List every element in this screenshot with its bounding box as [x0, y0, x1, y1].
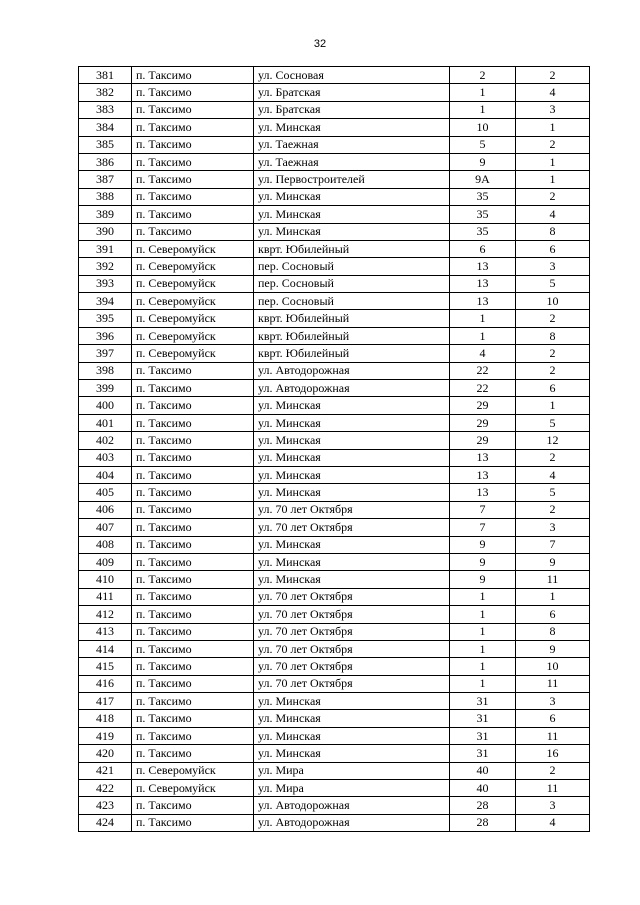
settlement-cell: п. Таксимо	[132, 449, 254, 466]
settlement-cell: п. Северомуйск	[132, 275, 254, 292]
house-number-cell: 13	[450, 484, 516, 501]
house-number-cell: 28	[450, 814, 516, 831]
street-cell: ул. Мира	[254, 762, 450, 779]
house-number-cell: 29	[450, 414, 516, 431]
row-number-cell: 415	[79, 658, 132, 675]
table-row	[79, 67, 590, 84]
table-row	[79, 606, 590, 623]
apartment-number-cell: 4	[516, 814, 590, 831]
apartment-number-cell: 4	[516, 466, 590, 483]
table-row	[79, 275, 590, 292]
house-number-cell: 1	[450, 658, 516, 675]
street-cell: кврт. Юбилейный	[254, 240, 450, 257]
apartment-number-cell: 11	[516, 675, 590, 692]
table-row	[79, 240, 590, 257]
row-number-cell: 409	[79, 553, 132, 570]
row-number-cell: 417	[79, 693, 132, 710]
apartment-number-cell: 2	[516, 345, 590, 362]
apartment-number-cell: 11	[516, 727, 590, 744]
row-number-cell: 411	[79, 588, 132, 605]
settlement-cell: п. Таксимо	[132, 397, 254, 414]
street-cell: ул. Минская	[254, 206, 450, 223]
apartment-number-cell: 5	[516, 275, 590, 292]
street-cell: ул. 70 лет Октября	[254, 501, 450, 518]
row-number-cell: 399	[79, 380, 132, 397]
house-number-cell: 5	[450, 136, 516, 153]
row-number-cell: 383	[79, 101, 132, 118]
settlement-cell: п. Таксимо	[132, 171, 254, 188]
settlement-cell: п. Таксимо	[132, 84, 254, 101]
table-row	[79, 484, 590, 501]
apartment-number-cell: 4	[516, 206, 590, 223]
apartment-number-cell: 4	[516, 84, 590, 101]
street-cell: ул. Братская	[254, 101, 450, 118]
table-row	[79, 119, 590, 136]
table-row	[79, 136, 590, 153]
house-number-cell: 1	[450, 101, 516, 118]
street-cell: ул. Автодорожная	[254, 797, 450, 814]
house-number-cell: 9А	[450, 171, 516, 188]
apartment-number-cell: 7	[516, 536, 590, 553]
settlement-cell: п. Таксимо	[132, 501, 254, 518]
street-cell: ул. Сосновая	[254, 67, 450, 84]
street-cell: пер. Сосновый	[254, 293, 450, 310]
row-number-cell: 418	[79, 710, 132, 727]
table-row	[79, 153, 590, 170]
table-row	[79, 727, 590, 744]
house-number-cell: 13	[450, 293, 516, 310]
apartment-number-cell: 2	[516, 362, 590, 379]
page-number: 32	[313, 38, 327, 50]
house-number-cell: 1	[450, 588, 516, 605]
house-number-cell: 13	[450, 449, 516, 466]
table-row	[79, 293, 590, 310]
table-row	[79, 223, 590, 240]
table-row	[79, 658, 590, 675]
table-row	[79, 814, 590, 831]
house-number-cell: 10	[450, 119, 516, 136]
house-number-cell: 13	[450, 466, 516, 483]
street-cell: ул. Минская	[254, 745, 450, 762]
street-cell: ул. Автодорожная	[254, 380, 450, 397]
row-number-cell: 394	[79, 293, 132, 310]
house-number-cell: 31	[450, 727, 516, 744]
row-number-cell: 416	[79, 675, 132, 692]
row-number-cell: 390	[79, 223, 132, 240]
house-number-cell: 29	[450, 397, 516, 414]
table-row	[79, 466, 590, 483]
street-cell: ул. Минская	[254, 449, 450, 466]
apartment-number-cell: 3	[516, 519, 590, 536]
house-number-cell: 13	[450, 275, 516, 292]
row-number-cell: 406	[79, 501, 132, 518]
table-row	[79, 780, 590, 797]
table-row	[79, 519, 590, 536]
apartment-number-cell: 5	[516, 484, 590, 501]
settlement-cell: п. Таксимо	[132, 484, 254, 501]
street-cell: ул. Минская	[254, 553, 450, 570]
row-number-cell: 408	[79, 536, 132, 553]
street-cell: кврт. Юбилейный	[254, 345, 450, 362]
apartment-number-cell: 8	[516, 223, 590, 240]
apartment-number-cell: 11	[516, 780, 590, 797]
table-row	[79, 345, 590, 362]
house-number-cell: 7	[450, 501, 516, 518]
settlement-cell: п. Таксимо	[132, 658, 254, 675]
settlement-cell: п. Таксимо	[132, 640, 254, 657]
settlement-cell: п. Северомуйск	[132, 258, 254, 275]
apartment-number-cell: 1	[516, 153, 590, 170]
house-number-cell: 1	[450, 675, 516, 692]
house-number-cell: 35	[450, 206, 516, 223]
street-cell: ул. Минская	[254, 432, 450, 449]
settlement-cell: п. Северомуйск	[132, 293, 254, 310]
row-number-cell: 423	[79, 797, 132, 814]
settlement-cell: п. Таксимо	[132, 153, 254, 170]
settlement-cell: п. Таксимо	[132, 380, 254, 397]
settlement-cell: п. Северомуйск	[132, 345, 254, 362]
house-number-cell: 22	[450, 362, 516, 379]
apartment-number-cell: 6	[516, 240, 590, 257]
row-number-cell: 396	[79, 327, 132, 344]
house-number-cell: 1	[450, 623, 516, 640]
settlement-cell: п. Таксимо	[132, 432, 254, 449]
row-number-cell: 412	[79, 606, 132, 623]
row-number-cell: 401	[79, 414, 132, 431]
street-cell: ул. Минская	[254, 397, 450, 414]
house-number-cell: 31	[450, 710, 516, 727]
street-cell: ул. 70 лет Октября	[254, 606, 450, 623]
settlement-cell: п. Северомуйск	[132, 762, 254, 779]
house-number-cell: 9	[450, 571, 516, 588]
apartment-number-cell: 1	[516, 119, 590, 136]
settlement-cell: п. Таксимо	[132, 519, 254, 536]
apartment-number-cell: 2	[516, 136, 590, 153]
street-cell: ул. Минская	[254, 119, 450, 136]
street-cell: ул. Автодорожная	[254, 814, 450, 831]
house-number-cell: 35	[450, 188, 516, 205]
street-cell: кврт. Юбилейный	[254, 327, 450, 344]
settlement-cell: п. Таксимо	[132, 188, 254, 205]
table-row	[79, 206, 590, 223]
street-cell: ул. Минская	[254, 484, 450, 501]
street-cell: пер. Сосновый	[254, 258, 450, 275]
apartment-number-cell: 11	[516, 571, 590, 588]
table-row	[79, 84, 590, 101]
table-body	[79, 67, 590, 832]
settlement-cell: п. Таксимо	[132, 67, 254, 84]
house-number-cell: 1	[450, 310, 516, 327]
street-cell: ул. 70 лет Октября	[254, 588, 450, 605]
row-number-cell: 392	[79, 258, 132, 275]
house-number-cell: 22	[450, 380, 516, 397]
apartment-number-cell: 3	[516, 693, 590, 710]
row-number-cell: 395	[79, 310, 132, 327]
row-number-cell: 424	[79, 814, 132, 831]
row-number-cell: 387	[79, 171, 132, 188]
apartment-number-cell: 5	[516, 414, 590, 431]
street-cell: ул. Минская	[254, 710, 450, 727]
row-number-cell: 419	[79, 727, 132, 744]
street-cell: ул. 70 лет Октября	[254, 519, 450, 536]
settlement-cell: п. Таксимо	[132, 466, 254, 483]
street-cell: ул. Минская	[254, 414, 450, 431]
table-row	[79, 710, 590, 727]
table-row	[79, 432, 590, 449]
apartment-number-cell: 8	[516, 327, 590, 344]
house-number-cell: 7	[450, 519, 516, 536]
apartment-number-cell: 2	[516, 449, 590, 466]
house-number-cell: 13	[450, 258, 516, 275]
table-row	[79, 310, 590, 327]
settlement-cell: п. Таксимо	[132, 414, 254, 431]
table-row	[79, 536, 590, 553]
street-cell: ул. Мира	[254, 780, 450, 797]
house-number-cell: 6	[450, 240, 516, 257]
settlement-cell: п. Северомуйск	[132, 780, 254, 797]
row-number-cell: 403	[79, 449, 132, 466]
table-row	[79, 397, 590, 414]
table-row	[79, 258, 590, 275]
apartment-number-cell: 3	[516, 101, 590, 118]
row-number-cell: 397	[79, 345, 132, 362]
house-number-cell: 9	[450, 536, 516, 553]
table-row	[79, 449, 590, 466]
street-cell: ул. Минская	[254, 223, 450, 240]
row-number-cell: 420	[79, 745, 132, 762]
street-cell: кврт. Юбилейный	[254, 310, 450, 327]
street-cell: ул. Минская	[254, 536, 450, 553]
table-row	[79, 693, 590, 710]
table-row	[79, 327, 590, 344]
row-number-cell: 388	[79, 188, 132, 205]
street-cell: ул. Минская	[254, 693, 450, 710]
house-number-cell: 28	[450, 797, 516, 814]
street-cell: ул. 70 лет Октября	[254, 658, 450, 675]
table-row	[79, 745, 590, 762]
house-number-cell: 1	[450, 327, 516, 344]
street-cell: ул. Минская	[254, 571, 450, 588]
settlement-cell: п. Таксимо	[132, 588, 254, 605]
apartment-number-cell: 2	[516, 67, 590, 84]
table-row	[79, 623, 590, 640]
row-number-cell: 384	[79, 119, 132, 136]
settlement-cell: п. Таксимо	[132, 675, 254, 692]
street-cell: ул. Братская	[254, 84, 450, 101]
house-number-cell: 31	[450, 693, 516, 710]
house-number-cell: 40	[450, 780, 516, 797]
row-number-cell: 391	[79, 240, 132, 257]
apartment-number-cell: 2	[516, 188, 590, 205]
row-number-cell: 386	[79, 153, 132, 170]
table-row	[79, 188, 590, 205]
apartment-number-cell: 1	[516, 171, 590, 188]
apartment-number-cell: 1	[516, 397, 590, 414]
row-number-cell: 410	[79, 571, 132, 588]
row-number-cell: 402	[79, 432, 132, 449]
street-cell: ул. 70 лет Октября	[254, 640, 450, 657]
row-number-cell: 405	[79, 484, 132, 501]
settlement-cell: п. Таксимо	[132, 223, 254, 240]
table-row	[79, 501, 590, 518]
table-row	[79, 797, 590, 814]
street-cell: ул. Минская	[254, 727, 450, 744]
row-number-cell: 389	[79, 206, 132, 223]
settlement-cell: п. Северомуйск	[132, 310, 254, 327]
settlement-cell: п. Таксимо	[132, 623, 254, 640]
house-number-cell: 1	[450, 640, 516, 657]
row-number-cell: 381	[79, 67, 132, 84]
street-cell: ул. Таежная	[254, 136, 450, 153]
settlement-cell: п. Таксимо	[132, 119, 254, 136]
table-row	[79, 171, 590, 188]
row-number-cell: 414	[79, 640, 132, 657]
table-row	[79, 362, 590, 379]
apartment-number-cell: 3	[516, 797, 590, 814]
settlement-cell: п. Таксимо	[132, 797, 254, 814]
house-number-cell: 40	[450, 762, 516, 779]
settlement-cell: п. Северомуйск	[132, 327, 254, 344]
row-number-cell: 385	[79, 136, 132, 153]
apartment-number-cell: 1	[516, 588, 590, 605]
row-number-cell: 400	[79, 397, 132, 414]
apartment-number-cell: 9	[516, 553, 590, 570]
settlement-cell: п. Северомуйск	[132, 240, 254, 257]
apartment-number-cell: 3	[516, 258, 590, 275]
settlement-cell: п. Таксимо	[132, 693, 254, 710]
settlement-cell: п. Таксимо	[132, 136, 254, 153]
house-number-cell: 1	[450, 84, 516, 101]
settlement-cell: п. Таксимо	[132, 745, 254, 762]
table-row	[79, 380, 590, 397]
row-number-cell: 422	[79, 780, 132, 797]
street-cell: ул. Минская	[254, 466, 450, 483]
table-row	[79, 675, 590, 692]
row-number-cell: 398	[79, 362, 132, 379]
apartment-number-cell: 8	[516, 623, 590, 640]
apartment-number-cell: 2	[516, 501, 590, 518]
settlement-cell: п. Таксимо	[132, 571, 254, 588]
settlement-cell: п. Таксимо	[132, 710, 254, 727]
table-row	[79, 553, 590, 570]
row-number-cell: 404	[79, 466, 132, 483]
street-cell: ул. 70 лет Октября	[254, 623, 450, 640]
table-row	[79, 101, 590, 118]
settlement-cell: п. Таксимо	[132, 814, 254, 831]
house-number-cell: 9	[450, 553, 516, 570]
house-number-cell: 1	[450, 606, 516, 623]
apartment-number-cell: 10	[516, 293, 590, 310]
house-number-cell: 2	[450, 67, 516, 84]
settlement-cell: п. Таксимо	[132, 553, 254, 570]
apartment-number-cell: 2	[516, 310, 590, 327]
row-number-cell: 421	[79, 762, 132, 779]
table-row	[79, 588, 590, 605]
house-number-cell: 31	[450, 745, 516, 762]
house-number-cell: 9	[450, 153, 516, 170]
address-table	[78, 66, 590, 832]
street-cell: ул. Минская	[254, 188, 450, 205]
apartment-number-cell: 12	[516, 432, 590, 449]
settlement-cell: п. Таксимо	[132, 536, 254, 553]
row-number-cell: 393	[79, 275, 132, 292]
apartment-number-cell: 6	[516, 710, 590, 727]
settlement-cell: п. Таксимо	[132, 101, 254, 118]
apartment-number-cell: 6	[516, 380, 590, 397]
row-number-cell: 413	[79, 623, 132, 640]
house-number-cell: 4	[450, 345, 516, 362]
apartment-number-cell: 6	[516, 606, 590, 623]
settlement-cell: п. Таксимо	[132, 727, 254, 744]
settlement-cell: п. Таксимо	[132, 362, 254, 379]
settlement-cell: п. Таксимо	[132, 606, 254, 623]
row-number-cell: 382	[79, 84, 132, 101]
table-row	[79, 571, 590, 588]
settlement-cell: п. Таксимо	[132, 206, 254, 223]
street-cell: ул. Автодорожная	[254, 362, 450, 379]
street-cell: ул. 70 лет Октября	[254, 675, 450, 692]
apartment-number-cell: 16	[516, 745, 590, 762]
street-cell: ул. Первостроителей	[254, 171, 450, 188]
apartment-number-cell: 2	[516, 762, 590, 779]
house-number-cell: 35	[450, 223, 516, 240]
row-number-cell: 407	[79, 519, 132, 536]
table-row	[79, 640, 590, 657]
house-number-cell: 29	[450, 432, 516, 449]
street-cell: пер. Сосновый	[254, 275, 450, 292]
apartment-number-cell: 9	[516, 640, 590, 657]
street-cell: ул. Таежная	[254, 153, 450, 170]
table-row	[79, 762, 590, 779]
apartment-number-cell: 10	[516, 658, 590, 675]
table-row	[79, 414, 590, 431]
